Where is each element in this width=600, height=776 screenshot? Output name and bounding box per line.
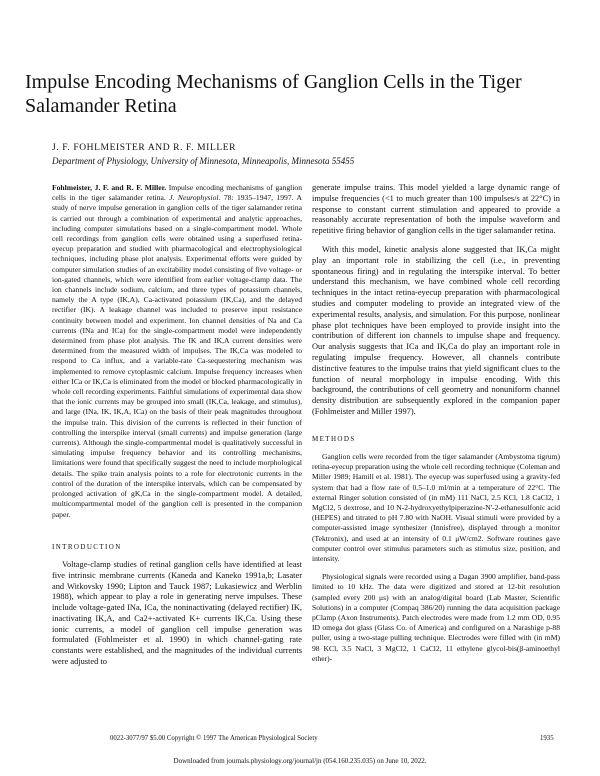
abstract-lead: Impulse encoding mechanisms of ganglion cells in the tiger salamander retina. [52,183,302,203]
methods-paragraph-1: Ganglion cells were recorded from the tiger salamander (Ambystoma tigrum) retina-eyecup preparation using the whole cell recording technique (Coleman and Miller 1989; Hamill et al. 1981). The eyecup was superfused using a gravity-fed system that had a flow rate of 0.5–1.0 ml/min at a temperature of 22°C. The external Ringer solution consisted of (in mM) 111 NaCl, 2.5 KCl, 1.8 CaCl2, 1 MgCl2, 5 dextrose, and 10 N-2-hydroxyethylpiperazine-N'-2-ethanesulfonic acid (HEPES) and titrated to pH 7.80 with NaOH. Visual stimuli were provided by a computer-assisted image synthesizer (Innisfree), displayed through a monitor (Tektronix), and used at an intensity of 0.1 μW/cm2. Software routines gave computer control over stimulus parameters such as stimulus size, position, and intensity. [312,451,560,563]
introduction-paragraph-2: With this model, kinetic analysis alone suggested that IK,Ca might play an important role in stabilizing the cell (i.e., in preventing spontaneous firing) and in regulating the interspike interval. To better understand this mechanism, we have combined whole cell recording techniques in the intact retina-eyecup preparation with pharmacological studies and computer modeling to provide an integrated view of the experimental results, analysis, and simulation. For this purpose, nonlinear phase plot techniques have been employed to provide insight into the contribution of different ion channels to impulse shape and frequency. Our analysis suggests that ICa and IK,Ca do play an important role in regulating impulse frequency. However, all channels contribute distinctive features to the impulse trains that yield significant clues to the function of neural morphology in impulse encoding. With this background, the contributions of cell geometry and nonuniform channel density distribution are subsequently explored in the companion paper (Fohlmeister and Miller 1997). [312,244,560,416]
introduction-continued: generate impulse trains. This model yielded a large dynamic range of impulse frequencies (<1 to much greater than 100 impulses/s at 22°C) in response to constant current stimulation and appeared to provide a reasonably accurate representation of both the impulse waveform and repetitive firing behavior of ganglion cells in the tiger salamander retina. [312,183,560,236]
methods-paragraph-2: Physiological signals were recorded using a Dagan 3900 amplifier, band-pass limited to 10 kHz. The data were digitized and stored at 12-bit resolution (sampled every 200 μs) with an analog/digital board (Lab Master, Scientific Solutions) in a computer (Compaq 386/20) running the data acquisition package pClamp (Axon Instruments). Patch electrodes were made from 1.2 mm OD, 0.95 ID omega dot glass (Glass Co. of America) and configured on a Narashige p-88 puller, using a two-stage pulling technique. Electrodes were filled with (in mM) 98 KCl, 3.5 NaCl, 3 MgCl2, 1 CaCl2, 11 ethylene glycol-bis(β-aminoethyl ether)- [312,572,560,663]
download-notice: Downloaded from journals.physiology.org/journal/jn (054.160.235.035) on June 10, 2022. [173,757,427,765]
abstract-body: A study of nerve impulse generation in ganglion cells of the tiger salamander retina is carried out through a combination of experimental and analytic approaches, including computer simulations based on a single-compartment model. Whole cell recordings from ganglion cells were obtained using a superfused retina-eyecup preparation and studied with pharmacological and electrophysiological techniques, including phase plot analysis. Experimental efforts were guided by computer simulation studies of an excitability model consisting of five voltage- or ion-gated channels, which were identified from earlier voltage-clamp data. The ion channels include sodium, calcium, and three types of potassium channels, namely the A type (IK,A), Ca-activated potassium (IK,Ca), and the delayed rectifier (IK). A leakage channel was included to preserve input resistance continuity between model and experiment. Ion channel densities of Na and Ca currents (INa and ICa) for the single-compartment model were independently determined from phase plot analysis. The IK and IK,A current densities were determined from the measured width of impulses. The IK,Ca was modeled to respond to Ca influx, and a variable-rate Ca-sequestering mechanism was implemented to remove cytoplasmic calcium. Impulse frequency increases when either ICa or IK,Ca is eliminated from the model or blocked pharmacologically in whole cell recording experiments. Faithful simulations of experimental data show that the ionic currents may be grouped into small (IK,Ca, leakage, and stimulus), and large (INa, IK, IK,A, ICa) on the basis of their peak magnitudes throughout the impulse train. This division of the currents is reflected in their function of controlling the interspike interval (small currents) and impulse generation (large currents). Although the single-compartmental model is qualitatively successful in simulating impulse frequency behavior and its controlling mechanisms, limitations were found that specifically suggest the need to include morphological details. The spike train analysis points to a role for electrotonic currents in the control of the duration of the interspike intervals, which can be compensated by prolonged activation of gK,Ca in the single-compartment model. A detailed, multicompartmental model of the ganglion cell is presented in the companion paper. [52,193,302,519]
abstract [52,183,302,520]
affiliation: Department of Physiology, University of Minnesota, Minneapolis, Minnesota 55455 [52,156,355,166]
introduction-heading: INTRODUCTION [52,542,122,551]
copyright-line: 0022-3077/97 $5.00 Copyright © 1997 The American Physiological Society [110,735,318,742]
article-title: Impulse Encoding Mechanisms of Ganglion Cells in the Tiger Salamander Retina [25,71,522,117]
right-column [312,183,560,672]
citation-details: 78: 1935–1947, 1997. [220,193,294,203]
author-list: J. F. FOHLMEISTER AND R. F. MILLER [52,143,237,153]
methods-heading: METHODS [312,434,356,443]
left-column [52,183,302,676]
introduction-paragraph: Voltage-clamp studies of retinal ganglion cells have identified at least five intrinsic membrane currents (Kaneda and Kaneko 1991a,b; Lasater and Witkovsky 1990; Lipton and Tauck 1987; Lukasiewicz and Werblin 1988), which appear to play a role in generating nerve impulses. These include voltage-gated INa, ICa, the noninactivating (delayed rectifier) IK, inactivating IK,A, and Ca2+-activated K+ currents IK,Ca. Using these ionic currents, a model of ganglion cell impulse generation was formulated (Fohlmeister et al. 1990) in which channel-gating rate constants were established, and the magnitudes of the individual currents were adjusted to [52,559,302,667]
journal-name: J. Neurophysiol. [169,193,221,203]
page-number: 1935 [540,735,554,742]
abstract-authors: Fohlmeister, J. F. and R. F. Miller. [52,183,167,192]
